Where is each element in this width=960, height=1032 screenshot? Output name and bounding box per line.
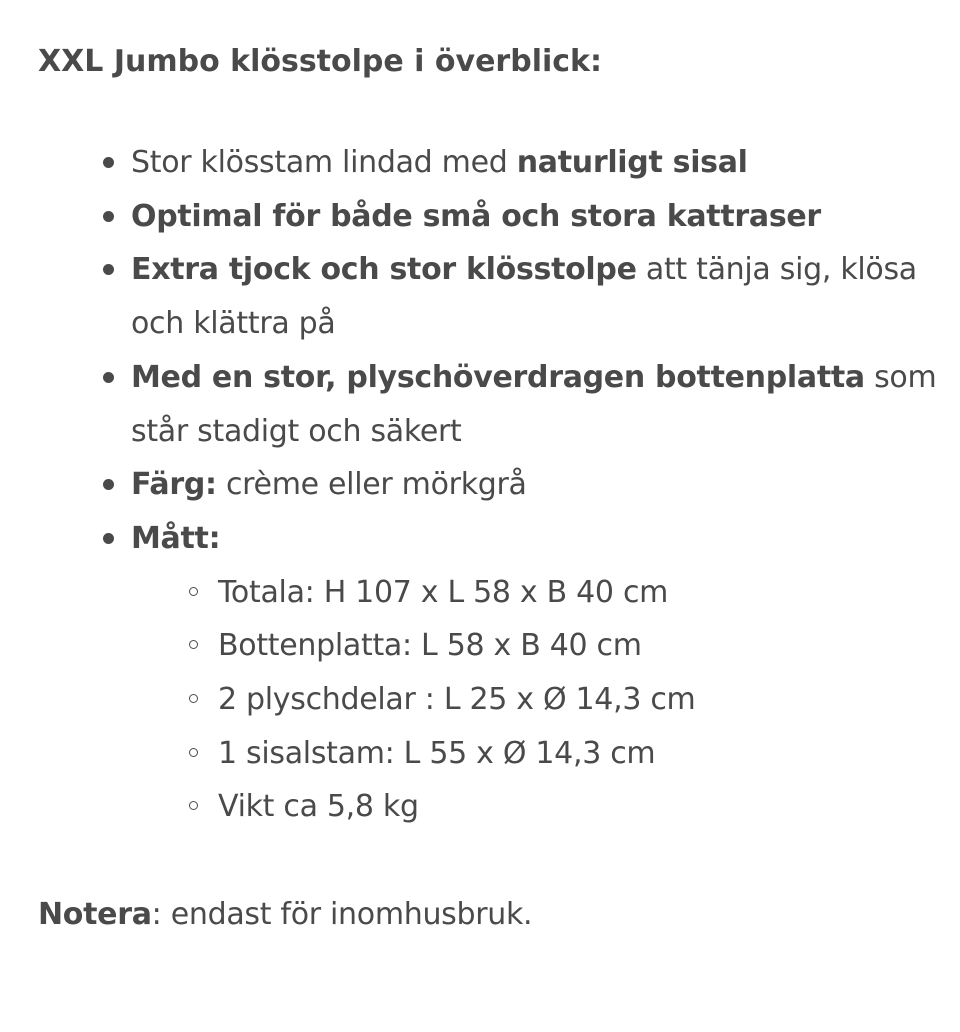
feature-bold: naturligt sisal (516, 145, 748, 180)
list-item (124, 673, 938, 727)
dimension-text: Totala: H 107 x L 58 x B 40 cm (218, 574, 669, 610)
list-item (38, 458, 938, 512)
feature-text: att tänja sig, klösa och klättra på (131, 252, 917, 342)
dimension-text: Vikt ca 5,8 kg (218, 789, 419, 825)
bullet-icon (103, 157, 114, 168)
note-label: Notera (38, 897, 152, 932)
bullet-icon (103, 372, 114, 383)
circle-bullet-icon (189, 801, 198, 810)
list-item (124, 619, 938, 673)
circle-bullet-icon (189, 587, 198, 596)
dimension-text: 2 plyschdelar : L 25 x Ø 14,3 cm (218, 682, 696, 718)
feature-bold: Färg: (131, 467, 217, 503)
circle-bullet-icon (189, 640, 198, 649)
feature-bold: Optimal för både små och stora kattraser (131, 198, 821, 234)
overview-heading: XXL Jumbo klösstolpe i överblick: (38, 44, 602, 79)
list-item (38, 512, 938, 834)
feature-text: crème eller mörkgrå (216, 467, 527, 503)
list-item (124, 780, 938, 834)
feature-text: Stor klösstam lindad med (131, 145, 517, 180)
list-item (124, 727, 938, 781)
list-item (38, 136, 938, 190)
circle-bullet-icon (189, 748, 198, 757)
bullet-icon (103, 264, 114, 275)
bullet-icon (103, 533, 114, 544)
note-text: : endast för inomhusbruk. (151, 897, 533, 932)
list-item (38, 243, 938, 350)
list-item (38, 190, 938, 244)
bullet-icon (103, 479, 114, 490)
dimensions-list (131, 566, 938, 835)
bullet-icon (103, 211, 114, 222)
list-item (38, 351, 938, 458)
dimension-text: Bottenplatta: L 58 x B 40 cm (218, 628, 642, 664)
feature-bold: Med en stor, plyschöverdragen bottenplatta (131, 359, 865, 395)
circle-bullet-icon (189, 694, 198, 703)
dimension-text: 1 sisalstam: L 55 x Ø 14,3 cm (218, 735, 656, 771)
product-overview (38, 38, 940, 932)
feature-bold: Mått: (131, 520, 221, 556)
list-item (124, 566, 938, 620)
feature-list (38, 136, 938, 834)
feature-text: som står stadigt och säkert (131, 359, 937, 449)
feature-bold: Extra tjock och stor klösstolpe (131, 252, 637, 288)
usage-note (38, 891, 532, 939)
